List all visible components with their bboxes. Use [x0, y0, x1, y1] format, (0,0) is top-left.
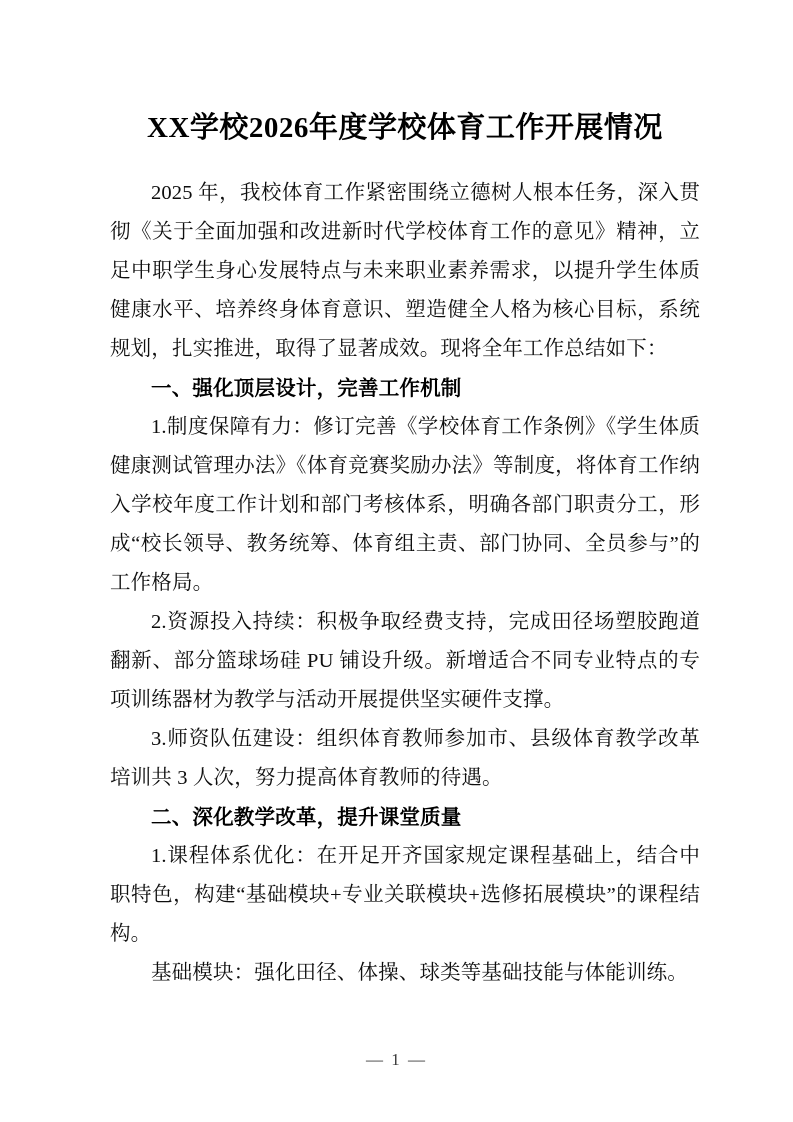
section-1-paragraph-2: 2.资源投入持续：积极争取经费支持，完成田径场塑胶跑道翻新、部分篮球场硅 PU 铺设升级。新增适合不同专业特点的专项训练器材为教学与活动开展提供坚实硬件支撑。	[110, 611, 700, 712]
page-title: XX学校2026年度学校体育工作开展情况	[147, 112, 663, 144]
section-heading-2: 二、深化教学改革，提升课堂质量	[151, 806, 462, 830]
section-2-paragraph-2: 基础模块：强化田径、体操、球类等基础技能与体能训练。	[151, 962, 688, 985]
intro-paragraph: 2025 年，我校体育工作紧密围绕立德树人根本任务，深入贯彻《关于全面加强和改进新时代学校体育工作的意见》精神，立足中职学生身心发展特点与未来职业素养需求，以提升学生体质健康水平、培养终身体育意识、塑造健全人格为核心目标，系统规划，扎实推进，取得了显著成效。现将全年工作总结如下：	[110, 182, 700, 361]
section-2-paragraph-1: 1.课程体系优化：在开足开齐国家规定课程基础上，结合中职特色，构建“基础模块+专业关联模块+选修拓展模块”的课程结构。	[110, 845, 700, 946]
section-1-paragraph-1: 1.制度保障有力：修订完善《学校体育工作条例》《学生体质健康测试管理办法》《体育竞赛奖励办法》等制度，将体育工作纳入学校年度工作计划和部门考核体系，明确各部门职责分工，形成“校长领导、教务统筹、体育组主责、部门协同、全员参与”的工作格局。	[110, 416, 700, 595]
page-number: — 1 —	[366, 1050, 427, 1069]
section-heading-1: 一、强化顶层设计，完善工作机制	[151, 377, 462, 401]
section-1-paragraph-3: 3.师资队伍建设：组织体育教师参加市、县级体育教学改革培训共 3 人次，努力提高体育教师的待遇。	[110, 728, 700, 790]
document-body	[110, 0, 700, 993]
